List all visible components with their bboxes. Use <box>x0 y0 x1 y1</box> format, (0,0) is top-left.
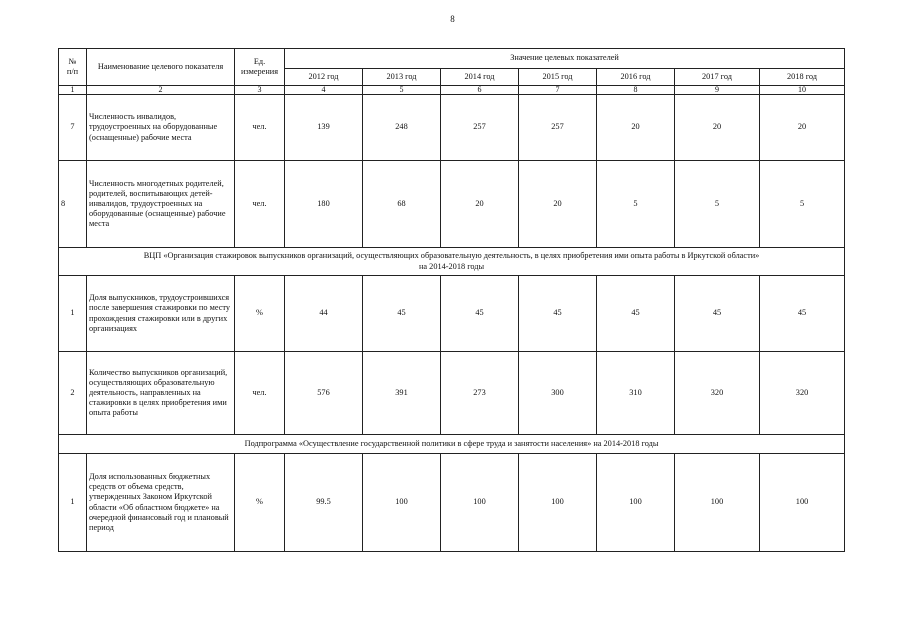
section-title: Подпрограмма «Осуществление государственной политики в сфере труда и занятости населения» на 2014-2018 годы <box>59 435 845 454</box>
year-value: 100 <box>363 454 441 552</box>
year-value: 139 <box>285 95 363 161</box>
year-value: 320 <box>675 352 760 435</box>
row-number: 7 <box>59 95 87 161</box>
year-value: 5 <box>597 161 675 248</box>
column-number: 6 <box>441 86 519 95</box>
section-title: ВЦП «Организация стажировок выпускников организаций, осуществляющих образовательную деятельность, в целях приобретения ими опыта работы в Иркутской области» на 2014-2018 годы <box>59 248 845 276</box>
year-value: 257 <box>519 95 597 161</box>
header-year: 2016 год <box>597 69 675 86</box>
header-year: 2017 год <box>675 69 760 86</box>
unit-of-measure: % <box>235 276 285 352</box>
row-number: 8 <box>59 161 87 248</box>
year-value: 20 <box>675 95 760 161</box>
indicator-name: Доля выпускников, трудоустроившихся после завершения стажировки по месту прохождения стажировки или в других организациях <box>87 276 235 352</box>
year-value: 5 <box>760 161 845 248</box>
section-row <box>59 435 845 454</box>
year-value: 45 <box>363 276 441 352</box>
column-number: 3 <box>235 86 285 95</box>
header-year: 2012 год <box>285 69 363 86</box>
year-value: 391 <box>363 352 441 435</box>
year-value: 20 <box>760 95 845 161</box>
column-number: 5 <box>363 86 441 95</box>
table-row <box>59 95 845 161</box>
year-value: 68 <box>363 161 441 248</box>
year-value: 248 <box>363 95 441 161</box>
year-value: 180 <box>285 161 363 248</box>
year-value: 273 <box>441 352 519 435</box>
year-value: 5 <box>675 161 760 248</box>
header-year: 2014 год <box>441 69 519 86</box>
year-value: 100 <box>675 454 760 552</box>
section-row <box>59 248 845 276</box>
page-number: 8 <box>450 14 455 24</box>
year-value: 100 <box>519 454 597 552</box>
unit-of-measure: чел. <box>235 352 285 435</box>
indicator-name: Численность многодетных родителей, родителей, воспитывающих детей-инвалидов, трудоустроенных на оборудованные (оснащенные) рабочие места <box>87 161 235 248</box>
target-indicators-table <box>58 48 845 552</box>
year-value: 100 <box>597 454 675 552</box>
indicator-name: Количество выпускников организаций, осуществляющих образовательную деятельность, направленных на стажировки в целях приобретения ими опыта работы <box>87 352 235 435</box>
column-number: 8 <box>597 86 675 95</box>
year-value: 45 <box>519 276 597 352</box>
header-unit: Ед. измерения <box>235 49 285 86</box>
table-row <box>59 161 845 248</box>
column-number: 10 <box>760 86 845 95</box>
year-value: 45 <box>441 276 519 352</box>
table-row <box>59 454 845 552</box>
year-value: 320 <box>760 352 845 435</box>
indicator-name: Доля использованных бюджетных средств от объема средств, утвержденных Законом Иркутской области «Об областном бюджете» на очередной финансовый год и плановый период <box>87 454 235 552</box>
year-value: 99.5 <box>285 454 363 552</box>
header-row <box>59 49 845 69</box>
indicator-name: Численность инвалидов, трудоустроенных на оборудованные (оснащенные) рабочие места <box>87 95 235 161</box>
unit-of-measure: % <box>235 454 285 552</box>
year-value: 100 <box>760 454 845 552</box>
row-number: 1 <box>59 276 87 352</box>
year-value: 310 <box>597 352 675 435</box>
year-value: 20 <box>519 161 597 248</box>
year-value: 576 <box>285 352 363 435</box>
table-row <box>59 352 845 435</box>
year-value: 20 <box>597 95 675 161</box>
header-year: 2015 год <box>519 69 597 86</box>
year-value: 300 <box>519 352 597 435</box>
column-number: 2 <box>87 86 235 95</box>
year-value: 257 <box>441 95 519 161</box>
year-value: 45 <box>597 276 675 352</box>
column-number: 4 <box>285 86 363 95</box>
unit-of-measure: чел. <box>235 161 285 248</box>
header-year: 2013 год <box>363 69 441 86</box>
year-value: 45 <box>760 276 845 352</box>
column-number: 9 <box>675 86 760 95</box>
year-value: 44 <box>285 276 363 352</box>
column-numbers-row <box>59 86 845 95</box>
table-row <box>59 276 845 352</box>
year-value: 20 <box>441 161 519 248</box>
unit-of-measure: чел. <box>235 95 285 161</box>
year-value: 45 <box>675 276 760 352</box>
header-year: 2018 год <box>760 69 845 86</box>
header-name: Наименование целевого показателя <box>87 49 235 86</box>
row-number: 2 <box>59 352 87 435</box>
header-num: № п/п <box>59 49 87 86</box>
column-number: 1 <box>59 86 87 95</box>
year-value: 100 <box>441 454 519 552</box>
row-number: 1 <box>59 454 87 552</box>
column-number: 7 <box>519 86 597 95</box>
header-values-title: Значение целевых показателей <box>285 49 845 69</box>
